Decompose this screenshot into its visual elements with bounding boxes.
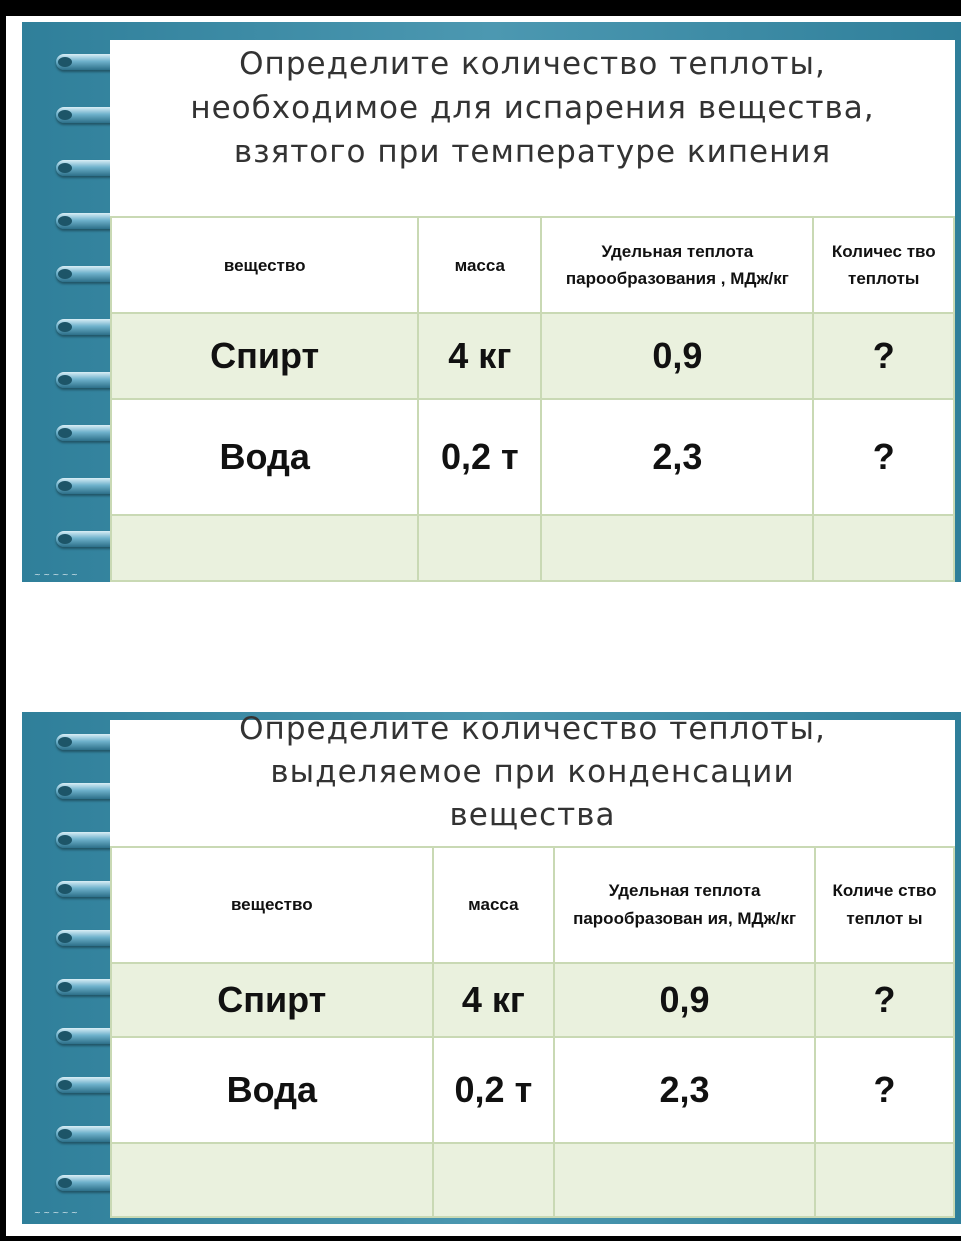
header-cell: Удельная теплота парообразован ия, МДж/кг	[554, 847, 815, 963]
table-cell: ?	[813, 313, 954, 399]
table-cell: 2,3	[554, 1037, 815, 1143]
slide-2-sheet	[110, 711, 955, 1218]
table-cell: 2,3	[541, 399, 813, 515]
table-cell	[111, 1143, 433, 1217]
table-cell	[815, 1143, 954, 1217]
table-cell	[554, 1143, 815, 1217]
slide-2	[22, 712, 961, 1224]
slide-1-table	[110, 216, 955, 582]
left-black-border	[0, 0, 6, 1241]
table-cell: Спирт	[111, 963, 433, 1037]
table-cell: 0,2 т	[433, 1037, 555, 1143]
table-cell: ?	[815, 963, 954, 1037]
header-cell: вещество	[111, 217, 418, 313]
title-line: выделяемое при конденсации	[270, 754, 795, 790]
table-cell	[813, 515, 954, 581]
slide-2-table	[110, 846, 955, 1218]
author-signature: ~ ~ ~ ~ ~	[34, 1208, 78, 1217]
table-row	[111, 963, 954, 1037]
table-row	[111, 515, 954, 581]
title-line: Определите количество теплоты,	[239, 711, 826, 747]
table-cell: Вода	[111, 1037, 433, 1143]
bottom-black-border	[0, 1236, 961, 1241]
author-signature: ~ ~ ~ ~ ~	[34, 570, 78, 579]
header-cell: Количе ство теплот ы	[815, 847, 954, 963]
title-line: вещества	[449, 797, 616, 833]
table-cell	[111, 515, 418, 581]
table-cell: Вода	[111, 399, 418, 515]
header-cell: масса	[433, 847, 555, 963]
slide-2-title	[110, 708, 955, 837]
table-row	[111, 1143, 954, 1217]
table-row	[111, 313, 954, 399]
table-cell: ?	[813, 399, 954, 515]
table-cell: 4 кг	[433, 963, 555, 1037]
title-line: необходимое для испарения вещества,	[190, 90, 875, 126]
table-header-row	[111, 847, 954, 963]
table-cell: 0,9	[541, 313, 813, 399]
header-cell: масса	[418, 217, 541, 313]
table-cell	[541, 515, 813, 581]
top-black-border	[0, 0, 961, 16]
header-cell: вещество	[111, 847, 433, 963]
table-cell: 0,9	[554, 963, 815, 1037]
slide-1-sheet	[110, 40, 955, 576]
table-cell: 4 кг	[418, 313, 541, 399]
table-cell: 0,2 т	[418, 399, 541, 515]
table-row	[111, 399, 954, 515]
table-header-row	[111, 217, 954, 313]
table-cell: ?	[815, 1037, 954, 1143]
slide-1	[22, 22, 961, 582]
header-cell: Количес тво теплоты	[813, 217, 954, 313]
table-row	[111, 1037, 954, 1143]
title-line: взятого при температуре кипения	[233, 134, 832, 170]
header-cell: Удельная теплота парообразования , МДж/кг	[541, 217, 813, 313]
table-cell	[433, 1143, 555, 1217]
title-line: Определите количество теплоты,	[239, 46, 826, 82]
slide-1-title	[110, 42, 955, 174]
table-cell	[418, 515, 541, 581]
table-cell: Спирт	[111, 313, 418, 399]
